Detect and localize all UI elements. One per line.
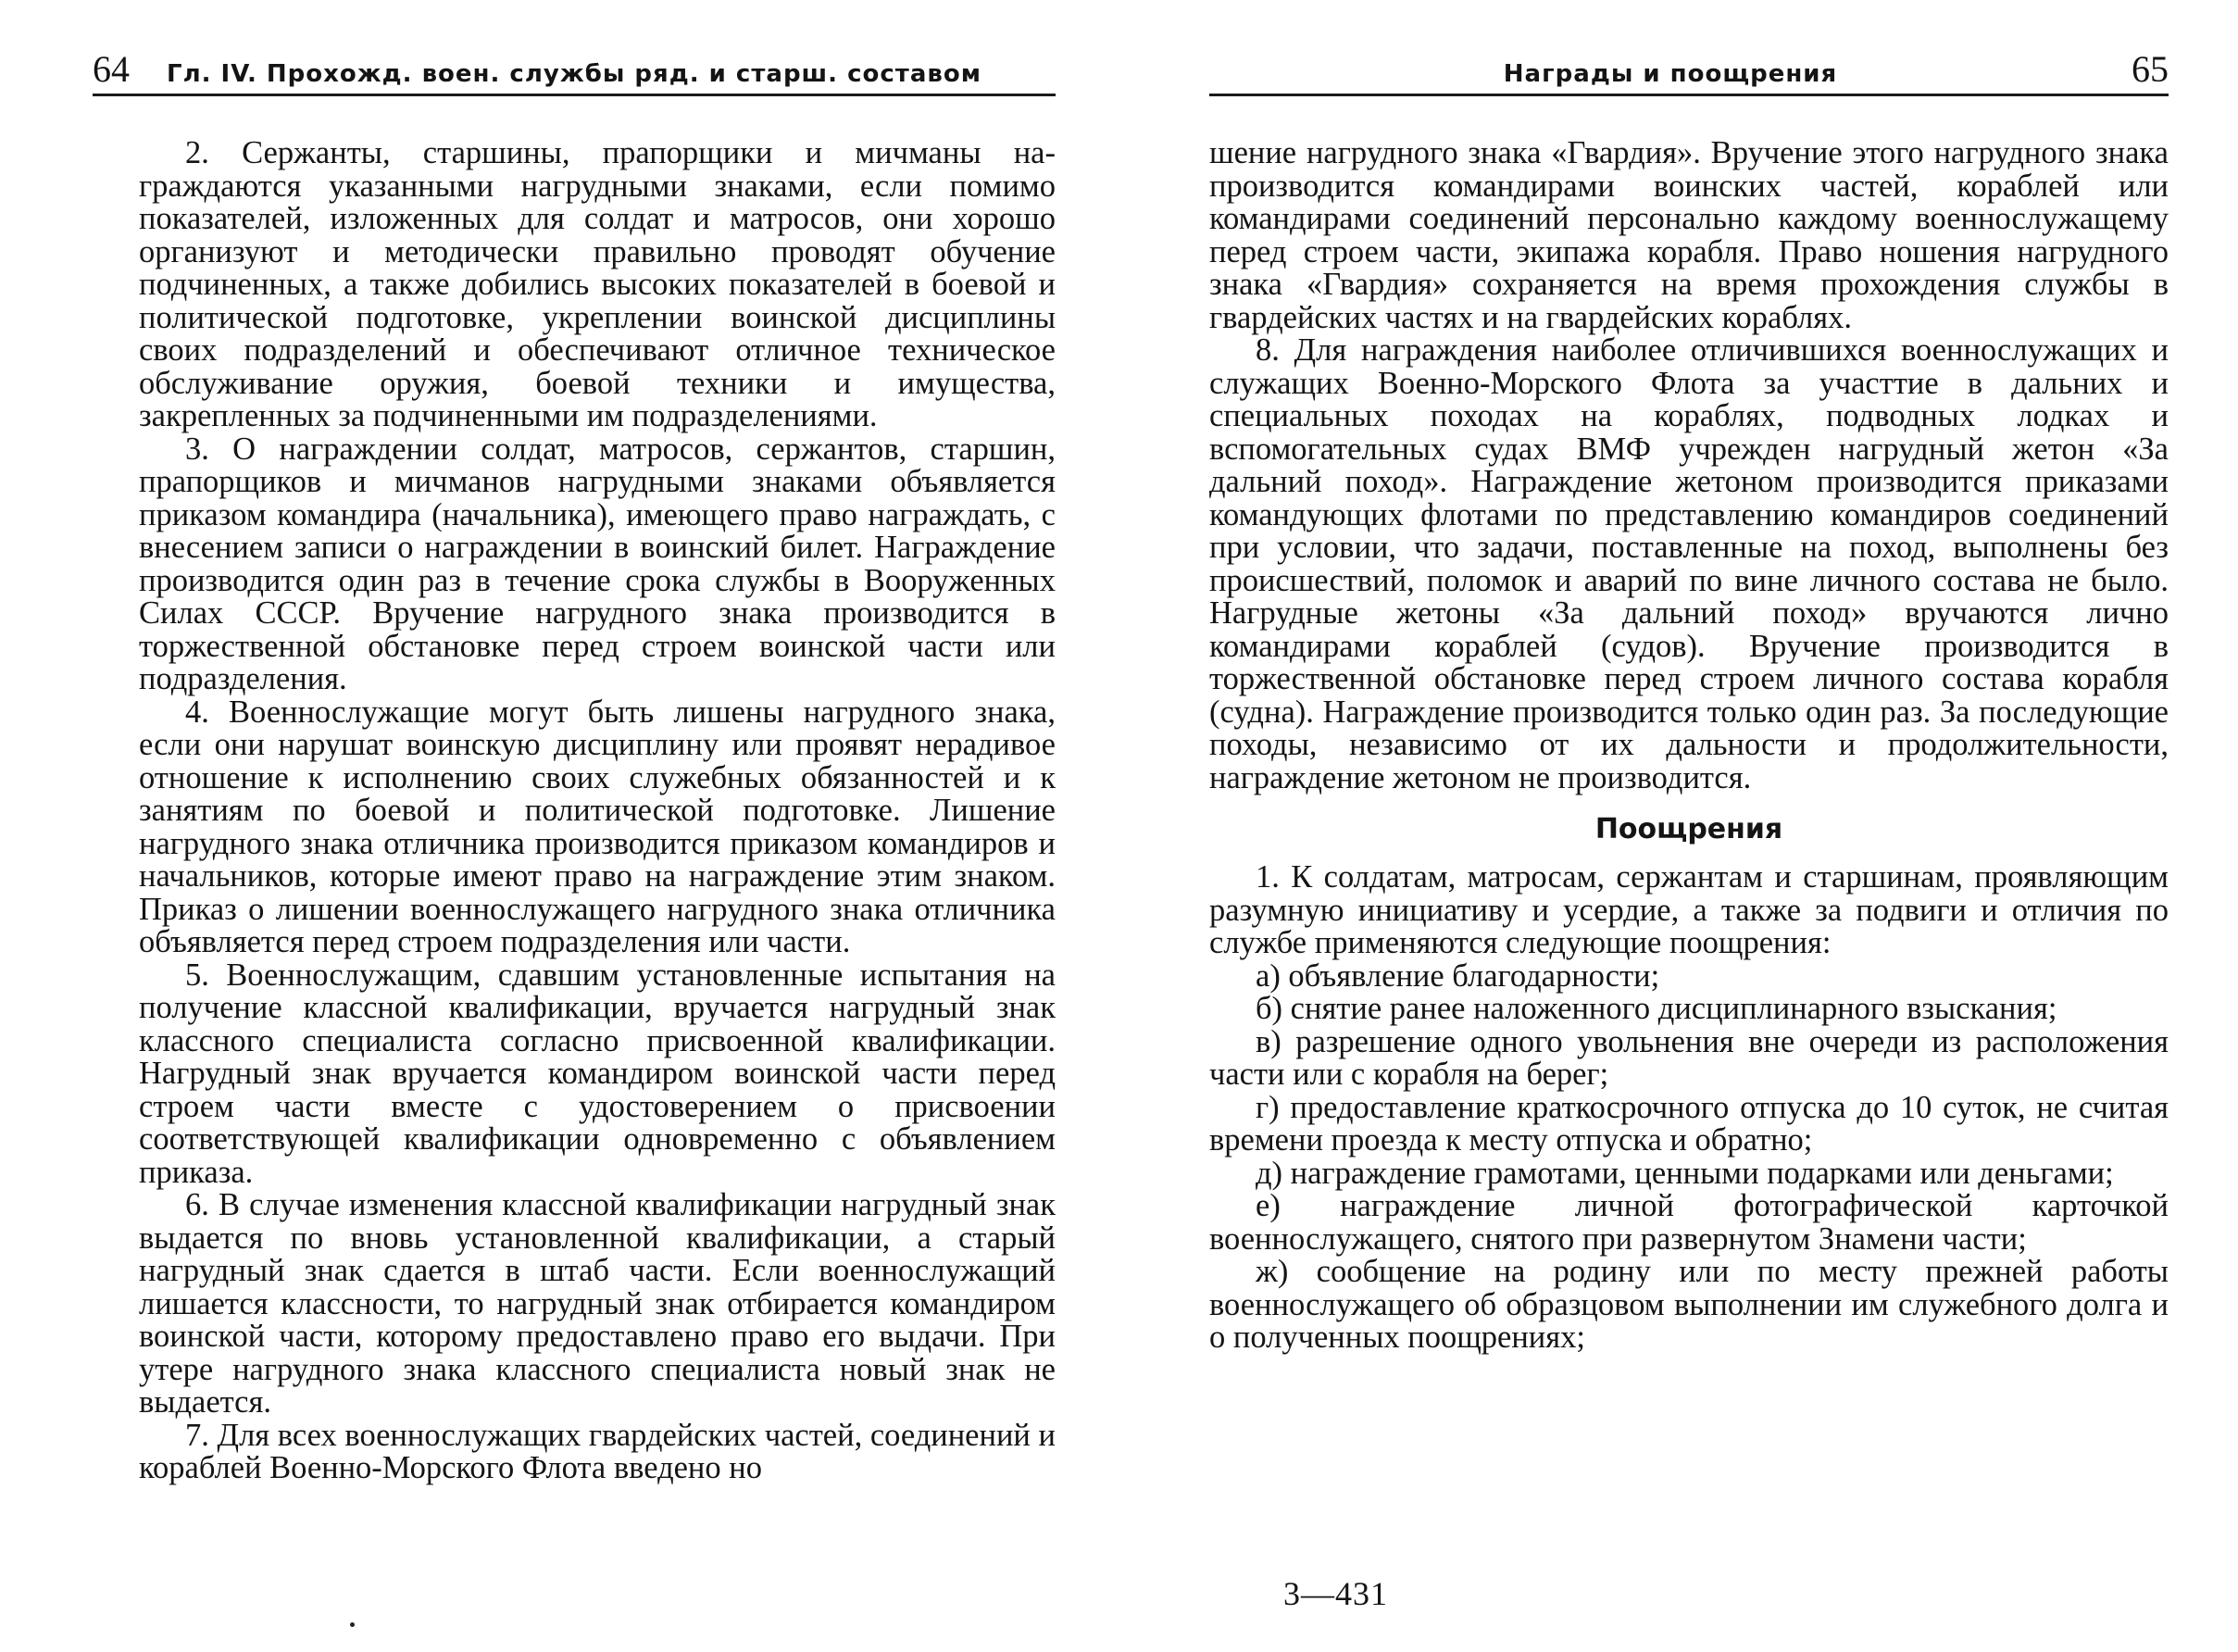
left-running-head bbox=[93, 46, 1056, 96]
list-item: в) разрешение одного увольнения вне очереди из расположения части или с корабля на берег; bbox=[1209, 1023, 2169, 1092]
list-item: е) награждение личной фотографической карточкой военнослужащего, снятого при развернутом Знамени части; bbox=[1209, 1188, 2169, 1257]
left-running-head-title: Гл. IV. Прохожд. воен. службы ряд. и старш. составом bbox=[167, 60, 981, 88]
list-item: г) предоставление краткосрочного отпуска до 10 суток, не считая времени проезда к месту отпуска и обратно; bbox=[1209, 1089, 2169, 1158]
list-item: б) снятие ранее наложенного дисциплинарного взыскания; bbox=[1256, 991, 2057, 1026]
paragraph-6: 6. В случае изменения классной квалификации нагрудный знак выдается по вновь установленной квалификации, а старый нагрудный знак сдается в штаб части. Если военнослужащий лишается классности, то нагрудный знак отбирается командиром воинской части, которому предоставлено право его выдачи. При утере нагрудного знака классного специалиста новый знак не выдается. bbox=[139, 1187, 1056, 1420]
paragraph-8: 8. Для награждения наиболее отличившихся военнослужащих и служащих Военно-Морского Флота за участтие в дальних и специальных походах на кораблях, подводных лодках и вспомогательных судах ВМФ учрежден нагрудный жетон «За дальний поход». Награждение жетоном производится приказами командующих флотами по представлению командиров соединений при условии, что задачи, поставленные на поход, выполнены без происшествий, поломок и аварий по вине личного состава не было. Нагрудные жетоны «За дальний поход» вручаются лично командирами кораблей (судов). Вручение производится в торжественной обстановке перед строем личного состава корабля (судна). Награждение производится только один раз. За последующие походы, независимо от их дальности и продолжительности, награждение жетоном не производится. bbox=[1209, 332, 2169, 795]
section-intro: 1. К солдатам, матросам, сержантам и старшинам, проявляющим разумную инициативу и усердие, а также за подвиги и отличия по службе применяются следующие поощрения: bbox=[1209, 859, 2169, 960]
list-item: ж) сообщение на родину или по месту прежней работы военнослужащего об образцовом выполнении им служебного долга и о полученных поощрениях; bbox=[1209, 1254, 2169, 1355]
left-text-block bbox=[139, 137, 1056, 1485]
paragraph-7: 7. Для всех военнослужащих гвардейских частей, соединений и кораблей Военно-Морского Флота введено но bbox=[139, 1417, 1056, 1485]
section-title: Поощрения bbox=[1594, 813, 1783, 845]
right-text-block bbox=[1209, 137, 2169, 1355]
paragraph-7-continuation: шение нагрудного знака «Гвардия». Вручение этого нагрудного знака производится командирами воинских частей, кораблей или командирами соединений персонально каждому военнослужащему перед строем части, экипажа корабля. Право ношения нагрудного знака «Гвардия» сохраняется на время прохождения службы в гвардейских частях и на гвардейских кораблях. bbox=[1209, 135, 2169, 335]
list-item: д) награждение грамотами, ценными подарками или деньгами; bbox=[1256, 1155, 2114, 1191]
paragraph-5: 5. Военнослужащим, сдавшим установленные испытания на получение классной квалификации, вручается нагрудный знак классного специалиста согласно присвоенной квалификации. Нагрудный знак вручается командиром воинской части перед строем части вместе с удостоверением о присвоении соответствующей квалификации одновременно с объявлением приказа. bbox=[139, 957, 1056, 1190]
left-page-number: 64 bbox=[93, 48, 130, 90]
paragraph-4: 4. Военнослужащие могут быть лишены нагрудного знака, если они нарушат воинскую дисциплину или проявят нерадивое отношение к исполнению своих служебных обязанностей и к занятиям по боевой и политической подготовке. Лишение нагрудного знака отличника производится приказом командиров и начальников, которые имеют право на награждение этим знаком. Приказ о лишении военнослужащего нагрудного знака отличника объявляется перед строем подразделения или части. bbox=[139, 694, 1056, 959]
right-running-head-title: Награды и поощрения bbox=[1503, 60, 1838, 88]
right-running-head bbox=[1209, 46, 2169, 96]
right-page bbox=[1119, 0, 2238, 1652]
right-page-number: 65 bbox=[2132, 48, 2169, 90]
list-item: а) объявление благодарности; bbox=[1256, 957, 1660, 994]
printer-signature: 3—431 bbox=[1283, 1575, 1388, 1612]
print-speck bbox=[350, 1622, 355, 1627]
paragraph-2: 2. Сержанты, старшины, прапорщики и мичманы награждаются указанными нагрудными знаками, если помимо показателей, изложенных для солдат и матросов, они хорошо организуют и методически правильно проводят обучение подчиненных, а также добились высоких показателей в боевой и политической подготовке, укреплении воинской дисциплины своих подразделений и обеспечивают отличное техническое обслуживание оружия, боевой техники и имущества, закрепленных за подчиненными им подразделениями. bbox=[139, 135, 1056, 433]
paragraph-3: 3. О награждении солдат, матросов, сержантов, старшин, прапорщиков и мичманов нагрудными знаками объявляется приказом командира (начальника), имеющего право награждать, с внесением записи о награждении в воинский билет. Награждение производится один раз в течение срока службы в Вооруженных Силах СССР. Вручение нагрудного знака производится в торжественной обстановке перед строем воинской части или подразделения. bbox=[139, 431, 1056, 696]
